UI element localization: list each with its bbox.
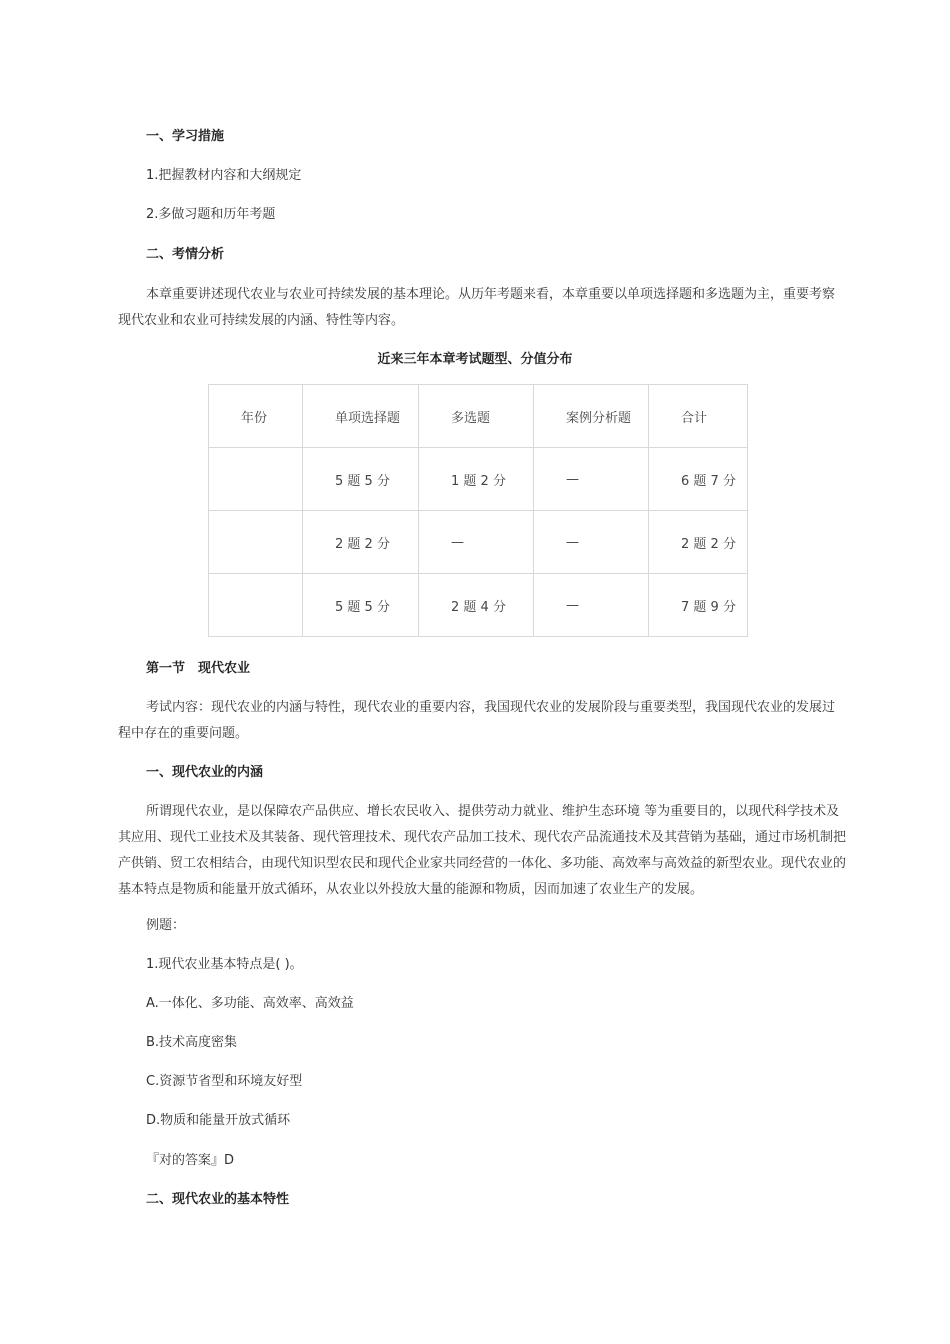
- table-cell: 5 题 5 分: [303, 574, 419, 637]
- heading-basic-characteristics: 二、现代农业的基本特性: [146, 1192, 290, 1207]
- table-cell: 6 题 7 分: [649, 448, 748, 511]
- table-cell: —: [534, 511, 649, 574]
- header-multiple-choice: 多选题: [419, 385, 534, 448]
- table-row: [209, 448, 748, 511]
- score-distribution-table: [208, 384, 748, 637]
- table-cell: —: [534, 574, 649, 637]
- table-cell: [209, 574, 303, 637]
- heading-study-measures: 一、学习措施: [146, 129, 225, 144]
- heading-exam-analysis: 二、考情分析: [146, 247, 225, 262]
- table-row: [209, 574, 748, 637]
- table-cell: 7 题 9 分: [649, 574, 748, 637]
- question-text: 1.现代农业基本特点是( )。: [146, 957, 303, 972]
- header-year: 年份: [209, 385, 303, 448]
- option-b: B.技术高度密集: [146, 1035, 238, 1050]
- table-cell: —: [419, 511, 534, 574]
- table-cell: 2 题 2 分: [303, 511, 419, 574]
- table-cell: [209, 448, 303, 511]
- table-cell: [209, 511, 303, 574]
- answer-text: 『对的答案』D: [146, 1153, 235, 1168]
- exam-content-paragraph: 考试内容：现代农业的内涵与特性，现代农业的重要内容，我国现代农业的发展阶段与重要类型，我国现代农业的发展过程中存在的重要问题。: [118, 700, 836, 741]
- table-cell: 5 题 5 分: [303, 448, 419, 511]
- heading-section-modern-agriculture: 第一节 现代农业: [146, 661, 251, 676]
- option-c: C.资源节省型和环境友好型: [146, 1074, 303, 1089]
- header-case-analysis: 案例分析题: [534, 385, 649, 448]
- heading-connotation: 一、现代农业的内涵: [146, 765, 264, 780]
- connotation-paragraph: 所谓现代农业，是以保障农产品供应、增长农民收入、提供劳动力就业、维护生态环境 等为重要目的，以现代科学技术及其应用、现代工业技术及其装备、现代管理技术、现代农产品加工技术、现代农产品流通技术及其营销为基础，通过市场机制把产供销、贸工农相结合，由现代知识型农民和现代企业家共同经营的一体化、多功能、高效率与高效益的新型农业。现代农业的基本特点是物质和能量开放式循环，从农业以外投放大量的能源和物质，因而加速了农业生产的发展。: [118, 804, 847, 897]
- table-cell: 1 题 2 分: [419, 448, 534, 511]
- list-item: 2.多做习题和历年考题: [146, 207, 276, 222]
- table-caption: 近来三年本章考试题型、分值分布: [377, 352, 573, 367]
- exam-analysis-paragraph: 本章重要讲述现代农业与农业可持续发展的基本理论。从历年考题来看，本章重要以单项选择题和多选题为主，重要考察现代农业和农业可持续发展的内涵、特性等内容。: [118, 287, 836, 328]
- header-single-choice: 单项选择题: [303, 385, 419, 448]
- table-cell: 2 题 4 分: [419, 574, 534, 637]
- table-cell: 2 题 2 分: [649, 511, 748, 574]
- header-total: 合计: [649, 385, 748, 448]
- table-row: [209, 511, 748, 574]
- option-d: D.物质和能量开放式循环: [146, 1113, 291, 1128]
- option-a: A.一体化、多功能、高效率、高效益: [146, 996, 354, 1011]
- list-item: 1.把握教材内容和大纲规定: [146, 168, 302, 183]
- table-header-row: [209, 385, 748, 448]
- example-label: 例题：: [146, 918, 186, 933]
- table-cell: —: [534, 448, 649, 511]
